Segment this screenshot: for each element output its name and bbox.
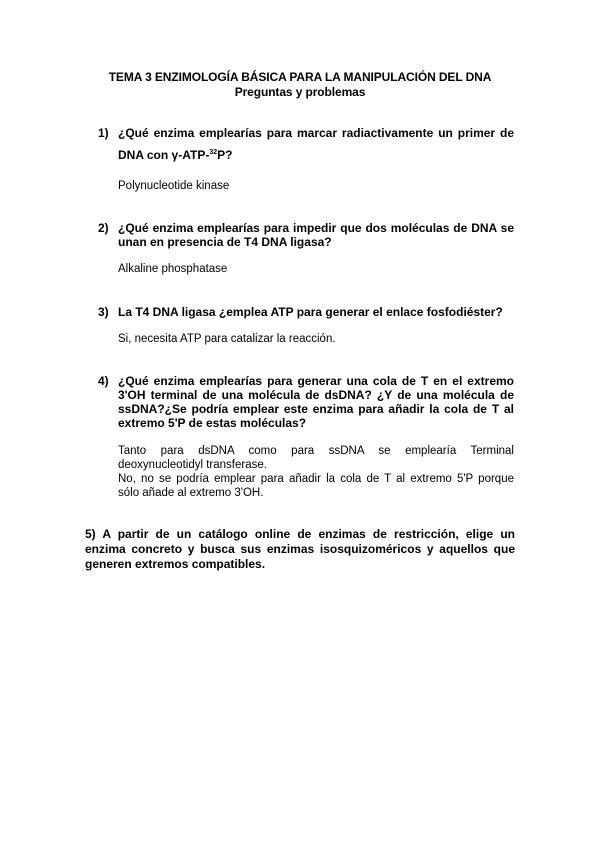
question-text — [118, 305, 514, 319]
answer-4 — [118, 444, 514, 500]
question-5 — [85, 527, 515, 572]
isotope-superscript: 32 — [209, 149, 218, 156]
document-title: TEMA 3 ENZIMOLOGÍA BÁSICA PARA LA MANIPULACIÓN DEL DNA — [108, 70, 492, 84]
question-number: 3) — [98, 305, 109, 319]
document-subtitle: Preguntas y problemas — [234, 85, 366, 99]
question-line: 5) A partir de un catálogo online de enzimas de restricción, elige un — [85, 527, 515, 541]
document-header — [0, 70, 600, 100]
question-line: ¿Qué enzima emplearías para marcar radiactivamente un primer de — [118, 126, 514, 140]
question-line: extremo 5'P de estas moléculas? — [118, 416, 307, 430]
answer-1: Polynucleotide kinase — [118, 180, 230, 192]
question-line: unan en presencia de T4 DNA ligasa? — [118, 235, 332, 249]
question-line: La T4 DNA ligasa ¿emplea ATP para generar el enlace fosfodiéster? — [118, 305, 503, 319]
question-line: ¿Qué enzima emplearías para generar una cola de T en el extremo — [118, 374, 514, 388]
question-number: 4) — [98, 374, 109, 388]
question-number: 1) — [98, 126, 109, 140]
answer-line: Tanto para dsDNA como para ssDNA se emplearía Terminal — [118, 445, 514, 457]
answer-2: Alkaline phosphatase — [118, 263, 228, 275]
question-line: generen extremos compatibles. — [85, 557, 266, 571]
question-text — [118, 126, 514, 162]
question-line: enzima concreto y busca sus enzimas isosquizoméricos y aquellos que — [85, 542, 515, 556]
answer-line: sólo añade al extremo 3'OH. — [118, 487, 264, 499]
question-line: ssDNA?¿Se podría emplear este enzima para añadir la cola de T al — [118, 402, 514, 416]
question-line-part: DNA con γ-ATP- — [118, 148, 210, 162]
answer-line: No, no se podría emplear para añadir la cola de T al extremo 5'P porque — [118, 473, 514, 485]
question-number: 2) — [98, 221, 109, 235]
question-text — [118, 374, 514, 430]
question-line: ¿Qué enzima emplearías para impedir que dos moléculas de DNA se — [118, 221, 514, 235]
question-line: 3'OH terminal de una molécula de dsDNA? ¿Y de una molécula de — [118, 388, 514, 402]
answer-line: deoxynucleotidyl transferase. — [118, 459, 267, 471]
question-line — [118, 148, 514, 162]
question-text — [118, 221, 514, 249]
question-line-part: P? — [217, 148, 233, 162]
answer-3: Si, necesita ATP para catalizar la reacción. — [118, 333, 336, 345]
